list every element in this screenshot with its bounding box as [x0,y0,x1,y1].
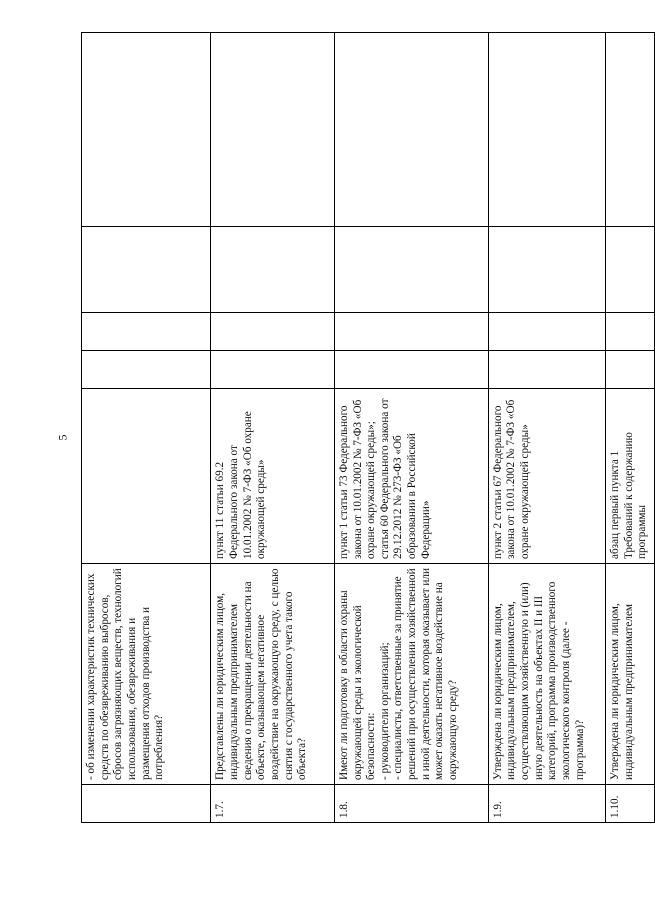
note-cell [211,33,334,227]
note-cell [82,33,211,227]
row-question: Утверждена ли юридическим лицом, индивидуальным предпринимателем [606,564,655,785]
table-row [334,33,488,823]
row-reference: абзац первый пункта 1 Требований к содержанию программы [606,389,655,564]
row-reference: пункт 2 статьи 67 Федерального закона от 10.01.2002 № 7-ФЗ «Об охране окружающей среды» [488,389,605,564]
page-number: 5 [55,434,70,441]
row-number: 1.9. [488,785,605,823]
row-number: 1.7. [211,785,334,823]
row-reference: пункт 1 статьи 73 Федерального закона от 10.01.2002 № 7-ФЗ «Об охране окружающей среды»; статья 60 Федерального закона от 29.12.2012 № 273-ФЗ «Об образовании в Российской Федерации» [334,389,488,564]
row-question: Имеют ли подготовку в области охраны окружающей среды и экологической безопасности: - руководители организаций; - специалисты, ответственные за принятие решений при осуществлении хозяйственной и иной деятельности, которая оказывает или может оказать негативное воздействие на окружающую среду? [334,564,488,785]
row-reference: пункт 11 статьи 69.2 Федерального закона от 10.01.2002 № 7-ФЗ «Об охране окружающей среды» [211,389,334,564]
rotated-table-wrapper [81,33,655,823]
table-row [488,33,605,823]
checklist-table [81,32,655,823]
answer-cell-yes [211,351,334,389]
note-cell [334,33,488,227]
answer-cell-no [606,313,655,351]
answer-cell-no [334,313,488,351]
answer-cell-yes [334,351,488,389]
table-row [211,33,334,823]
table-row [82,33,211,823]
row-number [82,785,211,823]
row-reference [82,389,211,564]
row-number: 1.8. [334,785,488,823]
note-cell [488,33,605,227]
answer-cell-na [488,227,605,313]
answer-cell-na [334,227,488,313]
row-question: Утверждена ли юридическим лицом, индивидуальным предпринимателем, осуществляющим хозяйственную и (или) иную деятельность на объектах II и III категорий, программа производственного экологического контроля (далее - программа)? [488,564,605,785]
rotated-page [81,33,655,823]
row-question: - об изменении характеристик технических средств по обезвреживанию выбросов, сбросов загрязняющих веществ, технологий использования, обезвреживания и размещения отходов производства и потребления? [82,564,211,785]
table-row [606,33,655,823]
answer-cell-na [606,227,655,313]
row-question: Представлены ли юридическим лицом, индивидуальным предпринимателем сведения о прекращении деятельности на объекте, оказывающем негативное воздействие на окружающую среду, с целью снятия с государственного учета такого объекта? [211,564,334,785]
answer-cell-no [488,313,605,351]
row-number: 1.10. [606,785,655,823]
answer-cell-yes [606,351,655,389]
note-cell [606,33,655,227]
answer-cell-yes [82,351,211,389]
answer-cell-yes [488,351,605,389]
answer-cell-no [82,313,211,351]
answer-cell-na [211,227,334,313]
answer-cell-na [82,227,211,313]
answer-cell-no [211,313,334,351]
